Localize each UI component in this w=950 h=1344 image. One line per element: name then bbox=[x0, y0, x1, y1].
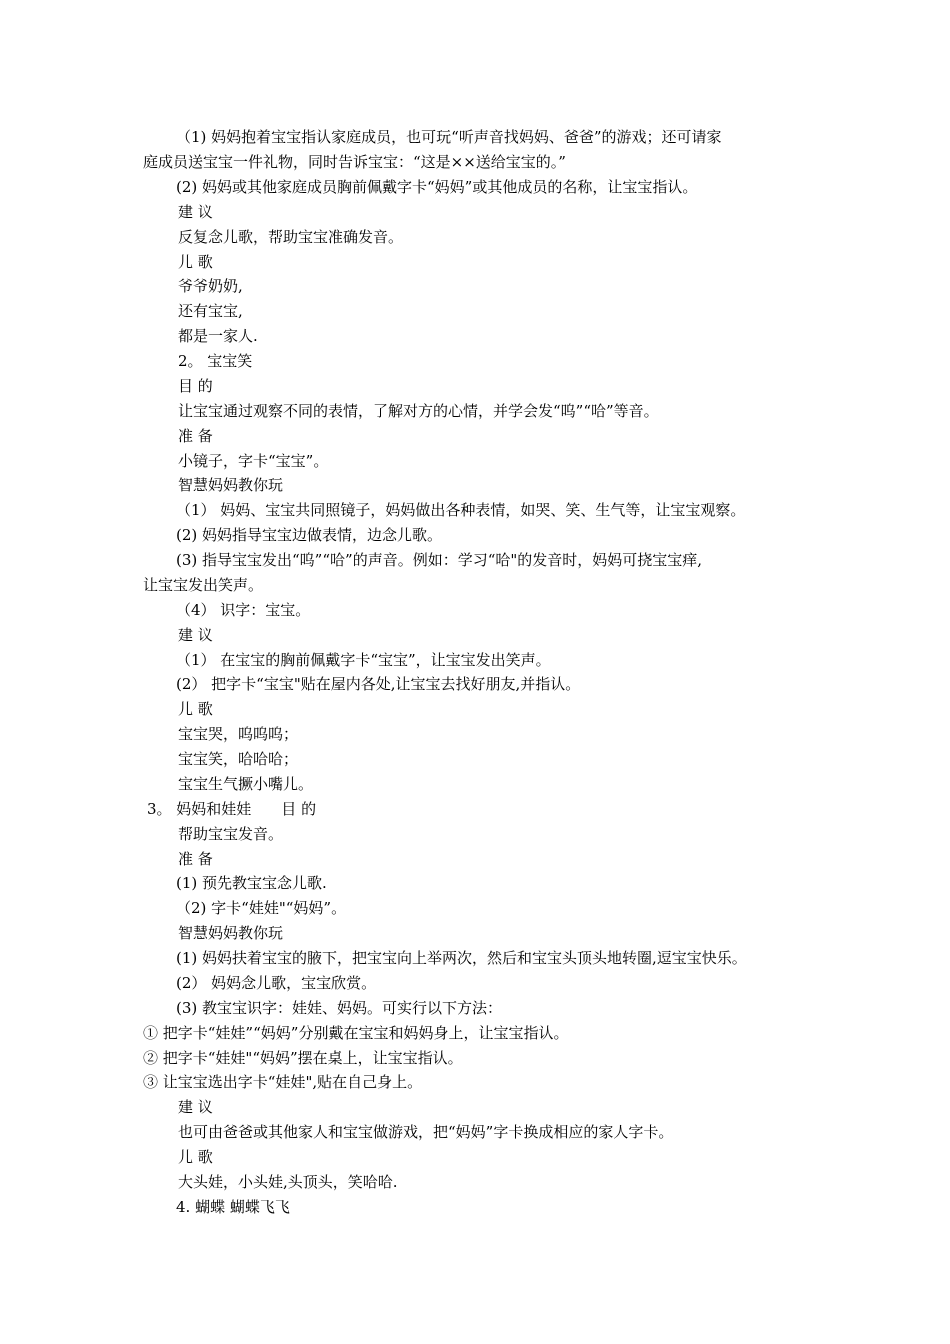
rhyme-3-line-1: 大头娃，小头娃,头顶头，笑哈哈. bbox=[178, 1173, 398, 1191]
method-item-3: ③ 让宝宝选出字卡“娃娃",贴在自己身上。 bbox=[143, 1073, 423, 1091]
suggestion-1-text: 反复念儿歌，帮助宝宝准确发音。 bbox=[178, 228, 404, 246]
prepare-3-item-1: (1) 预先教宝宝念儿歌. bbox=[176, 874, 327, 892]
prepare-3-item-2: （2) 字卡“娃娃"“妈妈”。 bbox=[176, 899, 347, 917]
para-2: (2) 妈妈或其他家庭成员胸前佩戴字卡“妈妈”或其他成员的名称，让宝宝指认。 bbox=[176, 178, 698, 196]
suggestion-2-item-1: （1） 在宝宝的胸前佩戴字卡“宝宝”，让宝宝发出笑声。 bbox=[176, 651, 551, 669]
rhyme-2-line-3: 宝宝生气撅小嘴儿。 bbox=[178, 775, 314, 793]
heading-suggestion-1: 建 议 bbox=[178, 203, 213, 221]
play-3-step-1: (1) 妈妈扶着宝宝的腋下，把宝宝向上举两次，然后和宝宝头顶头地转圈,逗宝宝快乐。 bbox=[176, 949, 747, 967]
play-2-step-4: （4） 识字：宝宝。 bbox=[176, 601, 311, 619]
rhyme-1-line-1: 爷爷奶奶, bbox=[178, 277, 243, 295]
play-2-step-2: (2) 妈妈指导宝宝边做表情，边念儿歌。 bbox=[176, 526, 443, 544]
play-2-step-1: （1） 妈妈、宝宝共同照镜子，妈妈做出各种表情，如哭、笑、生气等，让宝宝观察。 bbox=[176, 501, 746, 519]
heading-suggestion-2: 建 议 bbox=[178, 626, 213, 644]
rhyme-2-line-2: 宝宝笑，哈哈哈； bbox=[178, 750, 299, 768]
suggestion-3-text: 也可由爸爸或其他家人和宝宝做游戏，把“妈妈”字卡换成相应的家人字卡。 bbox=[178, 1123, 674, 1141]
rhyme-2-line-1: 宝宝哭，呜呜呜； bbox=[178, 725, 299, 743]
para-1-line-1: （1) 妈妈抱着宝宝指认家庭成员，也可玩“听声音找妈妈、爸爸”的游戏；还可请家 bbox=[176, 128, 722, 146]
method-item-1: ① 把字卡“娃娃”“妈妈”分别戴在宝宝和妈妈身上，让宝宝指认。 bbox=[143, 1024, 569, 1042]
play-3-step-2: (2） 妈妈念儿歌，宝宝欣赏。 bbox=[176, 974, 377, 992]
section-2-title: 2。 宝宝笑 bbox=[178, 352, 253, 370]
rhyme-1-line-2: 还有宝宝, bbox=[178, 302, 243, 320]
goal-3-text: 帮助宝宝发音。 bbox=[178, 825, 284, 843]
play-3-step-3: (3) 教宝宝识字：娃娃、妈妈。可实行以下方法： bbox=[176, 999, 503, 1017]
method-item-2: ② 把字卡“娃娃"“妈妈”摆在桌上，让宝宝指认。 bbox=[143, 1049, 463, 1067]
heading-rhyme-2: 儿 歌 bbox=[178, 700, 213, 718]
heading-prepare-3: 准 备 bbox=[178, 850, 213, 868]
para-1-line-2: 庭成员送宝宝一件礼物，同时告诉宝宝：“这是××送给宝宝的。” bbox=[143, 153, 566, 171]
heading-play-2: 智慧妈妈教你玩 bbox=[178, 476, 284, 494]
heading-prepare-2: 准 备 bbox=[178, 427, 213, 445]
rhyme-1-line-3: 都是一家人. bbox=[178, 327, 258, 345]
section-4-title: 4. 蝴蝶 蝴蝶飞飞 bbox=[176, 1198, 290, 1216]
heading-rhyme-3: 儿 歌 bbox=[178, 1148, 213, 1166]
heading-suggestion-3: 建 议 bbox=[178, 1098, 213, 1116]
heading-play-3: 智慧妈妈教你玩 bbox=[178, 924, 284, 942]
heading-rhyme-1: 儿 歌 bbox=[178, 253, 213, 271]
play-2-step-3-line-2: 让宝宝发出笑声。 bbox=[143, 576, 264, 594]
heading-goal-2: 目 的 bbox=[178, 377, 213, 395]
goal-2-text: 让宝宝通过观察不同的表情，了解对方的心情，并学会发“呜”“哈”等音。 bbox=[178, 402, 659, 420]
section-3-title: 3。 妈妈和娃娃 目 的 bbox=[147, 800, 317, 818]
suggestion-2-item-2: (2） 把字卡“宝宝"贴在屋内各处,让宝宝去找好朋友,并指认。 bbox=[176, 675, 581, 693]
play-2-step-3-line-1: (3) 指导宝宝发出“呜”“哈”的声音。例如：学习“哈"的发音时，妈妈可挠宝宝痒, bbox=[176, 551, 703, 569]
prepare-2-text: 小镜子，字卡“宝宝”。 bbox=[178, 452, 329, 470]
